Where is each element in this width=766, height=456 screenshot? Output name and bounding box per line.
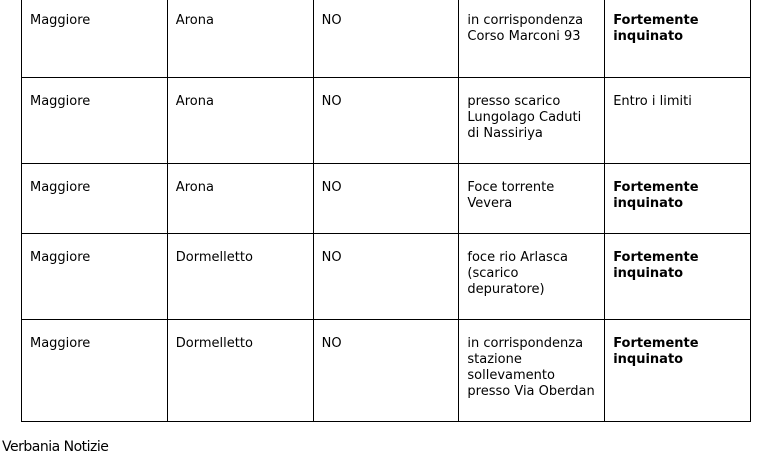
- table-row: [22, 164, 751, 234]
- location-cell: in corrispondenza Corso Marconi 93: [459, 0, 605, 78]
- status-cell: Fortemente inquinato: [605, 320, 751, 422]
- flag-cell: NO: [313, 320, 459, 422]
- flag-cell: NO: [313, 234, 459, 320]
- status-cell: Entro i limiti: [605, 78, 751, 164]
- town-cell: Arona: [167, 0, 313, 78]
- flag-cell: NO: [313, 164, 459, 234]
- location-cell: foce rio Arlasca (scarico depuratore): [459, 234, 605, 320]
- status-cell: Fortemente inquinato: [605, 234, 751, 320]
- source-caption: Verbania Notizie: [2, 439, 109, 455]
- town-cell: Arona: [167, 164, 313, 234]
- table-row: [22, 234, 751, 320]
- lake-cell: Maggiore: [22, 164, 168, 234]
- lake-cell: Maggiore: [22, 234, 168, 320]
- lake-cell: Maggiore: [22, 0, 168, 78]
- town-cell: Arona: [167, 78, 313, 164]
- town-cell: Dormelletto: [167, 320, 313, 422]
- flag-cell: NO: [313, 0, 459, 78]
- location-cell: Foce torrente Vevera: [459, 164, 605, 234]
- flag-cell: NO: [313, 78, 459, 164]
- town-cell: Dormelletto: [167, 234, 313, 320]
- status-cell: Fortemente inquinato: [605, 0, 751, 78]
- table-row: [22, 320, 751, 422]
- table-row: [22, 78, 751, 164]
- table-row: [22, 0, 751, 78]
- location-cell: presso scarico Lungolago Caduti di Nassiriya: [459, 78, 605, 164]
- status-cell: Fortemente inquinato: [605, 164, 751, 234]
- lake-cell: Maggiore: [22, 320, 168, 422]
- location-cell: in corrispondenza stazione sollevamento presso Via Oberdan: [459, 320, 605, 422]
- lake-cell: Maggiore: [22, 78, 168, 164]
- results-table: [21, 0, 751, 422]
